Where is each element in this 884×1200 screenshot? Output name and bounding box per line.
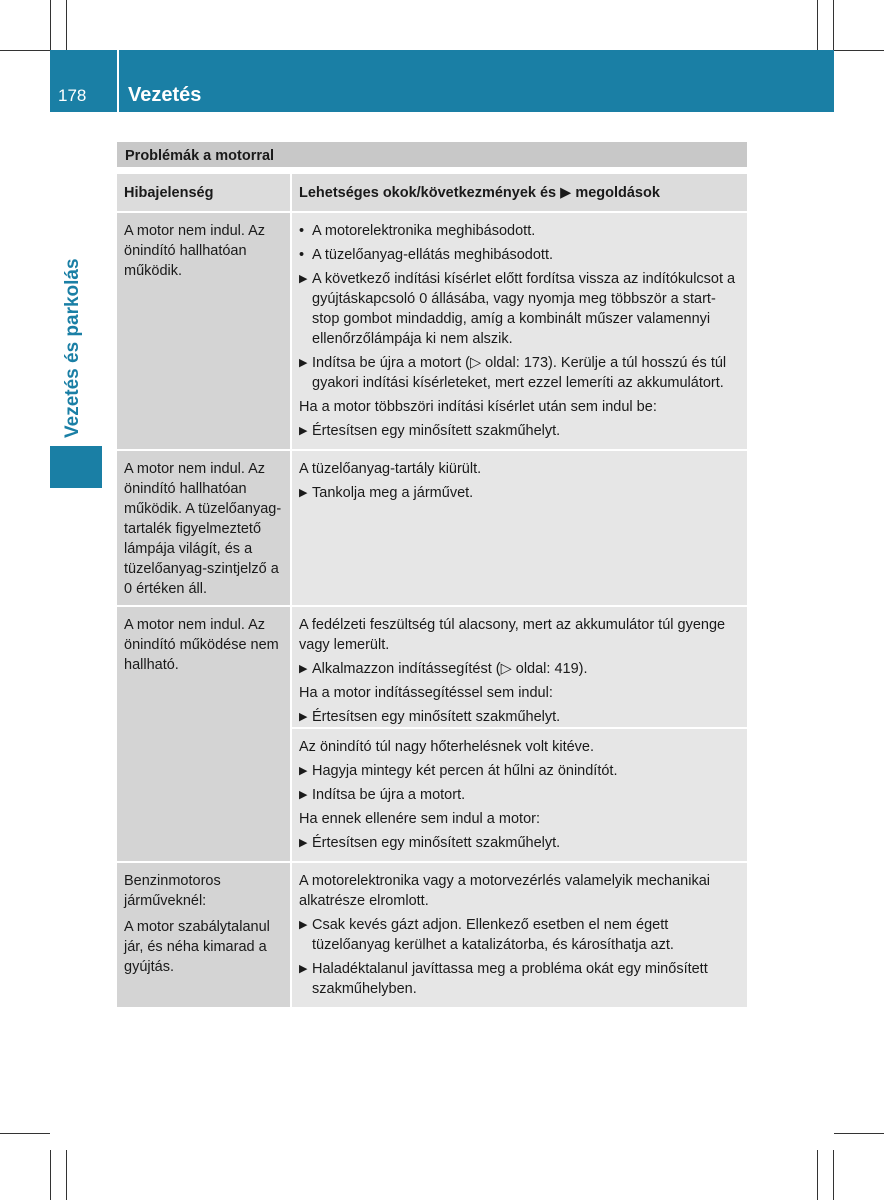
column-header-symptom: Hibajelenség [117, 174, 290, 211]
cause-text: Ha ennek ellenére sem indul a motor: [299, 811, 540, 827]
triangle-arrow-icon: ▶ [299, 963, 308, 975]
action-item [299, 269, 741, 349]
solution-block [299, 459, 741, 503]
column-header-causes-text: Lehetséges okok/következmények és ▶ megoldások [299, 185, 660, 201]
action-item [299, 353, 741, 393]
cause-text: A fedélzeti feszültség túl alacsony, mert az akkumulátor túl gyenge vagy lemerült. [299, 617, 726, 653]
table-row [117, 863, 747, 1009]
side-tab [50, 446, 102, 488]
action-text: Haladéktalanul javíttassa meg a probléma okát egy minősített szakműhelyben. [312, 961, 708, 997]
solution-block [299, 615, 741, 727]
symptom-text: A motor nem indul. Az önindító hallhatóan működik. [124, 223, 266, 279]
action-item [299, 959, 741, 999]
side-tab-label: Vezetés és parkolás [62, 258, 83, 438]
crop-mark [0, 50, 50, 51]
action-text: Hagyja mintegy két percen át hűlni az önindítót. [312, 763, 618, 779]
crop-mark [66, 1150, 67, 1200]
cause-text: A tüzelőanyag-tartály kiürült. [299, 461, 482, 477]
bullet-dot-icon: • [299, 247, 305, 263]
solution-cell [292, 607, 747, 861]
action-text: Indítsa be újra a motort (▷ oldal: 173). Kerülje a túl hosszú és túl gyakori indítási kísérleteket, mert ezzel lemeríti az akkumulátort. [312, 355, 727, 391]
action-item [299, 833, 741, 853]
triangle-arrow-icon: ▶ [299, 711, 308, 723]
troubleshooting-table [117, 174, 747, 1009]
table-row [117, 607, 747, 863]
action-item [299, 785, 741, 805]
triangle-arrow-icon: ▶ [299, 765, 308, 777]
action-item [299, 707, 741, 727]
crop-mark [834, 50, 884, 51]
crop-mark [0, 1133, 50, 1134]
table-header-row [117, 174, 747, 213]
crop-mark [834, 1133, 884, 1134]
triangle-arrow-icon: ▶ [299, 663, 308, 675]
action-text: Csak kevés gázt adjon. Ellenkező esetben el nem égett tüzelőanyag kerülhet a katalizátorba, és károsíthatja azt. [312, 917, 674, 953]
triangle-arrow-icon: ▶ [299, 487, 308, 499]
action-item [299, 483, 741, 503]
action-item [299, 761, 741, 781]
triangle-arrow-icon: ▶ [299, 357, 308, 369]
bullet-text: A tüzelőanyag-ellátás meghibásodott. [312, 247, 554, 263]
symptom-cell [117, 607, 290, 861]
symptom-cell [117, 863, 290, 1007]
triangle-arrow-icon: ▶ [299, 919, 308, 931]
solution-block [299, 221, 741, 441]
action-item [299, 421, 741, 441]
column-header-causes [292, 174, 747, 211]
symptom-text: A motor nem indul. Az önindító hallhatóan működik. A tüzelőanyag-tartalék figyelmeztető lámpája világít, és a tüzelőanyag-szintjelző a 0 értéken áll. [124, 461, 282, 597]
action-text: Értesítsen egy minősített szakműhelyt. [312, 423, 561, 439]
triangle-arrow-icon: ▶ [299, 273, 308, 285]
solution-block [292, 727, 747, 853]
action-text: Értesítsen egy minősített szakműhelyt. [312, 835, 561, 851]
section-title: Vezetés [128, 84, 202, 106]
bullet-text: A motorelektronika meghibásodott. [312, 223, 536, 239]
cause-text: A motorelektronika vagy a motorvezérlés valamelyik mechanikai alkatrésze elromlott. [299, 873, 711, 909]
triangle-arrow-icon: ▶ [299, 789, 308, 801]
symptom-text: Benzinmotoros járműveknél: [124, 873, 221, 909]
cause-text: Ha a motor indítássegítéssel sem indul: [299, 685, 553, 701]
bullet-item [299, 245, 741, 265]
header-divider [117, 50, 119, 112]
triangle-arrow-icon: ▶ [299, 425, 308, 437]
solution-cell [292, 451, 747, 605]
cause-text: Ha a motor többszöri indítási kísérlet után sem indul be: [299, 399, 657, 415]
action-item [299, 915, 741, 955]
crop-mark [50, 1150, 51, 1200]
action-text: Alkalmazzon indítássegítést (▷ oldal: 419). [312, 661, 588, 677]
table-title: Problémák a motorral [117, 142, 747, 167]
cause-text: Az önindító túl nagy hőterhelésnek volt kitéve. [299, 739, 595, 755]
crop-mark [833, 0, 834, 50]
crop-mark [66, 0, 67, 50]
solution-block [299, 871, 741, 999]
solution-cell [292, 863, 747, 1007]
triangle-arrow-icon: ▶ [299, 837, 308, 849]
action-text: Indítsa be újra a motort. [312, 787, 466, 803]
action-text: A következő indítási kísérlet előtt fordítsa vissza az indítókulcsot a gyújtáskapcsoló 0 állásába, vagy nyomja meg többször a start-stop gombot mindaddig, amíg a kombinált műszer valamennyi ellenőrzőlámpája ki nem alszik. [312, 271, 736, 347]
crop-mark [817, 1150, 818, 1200]
action-text: Tankolja meg a járművet. [312, 485, 474, 501]
bullet-dot-icon: • [299, 223, 305, 239]
solution-cell [292, 213, 747, 449]
crop-mark [833, 1150, 834, 1200]
crop-mark [50, 0, 51, 50]
page-number: 178 [58, 86, 87, 105]
action-text: Értesítsen egy minősített szakműhelyt. [312, 709, 561, 725]
crop-mark [817, 0, 818, 50]
table-row [117, 213, 747, 451]
action-item [299, 659, 741, 679]
table-row [117, 451, 747, 607]
symptom-text: A motor nem indul. Az önindító működése nem hallható. [124, 617, 279, 673]
bullet-item [299, 221, 741, 241]
symptom-cell [117, 213, 290, 449]
symptom-text: A motor szabálytalanul jár, és néha kimarad a gyújtás. [124, 919, 270, 975]
symptom-cell [117, 451, 290, 605]
